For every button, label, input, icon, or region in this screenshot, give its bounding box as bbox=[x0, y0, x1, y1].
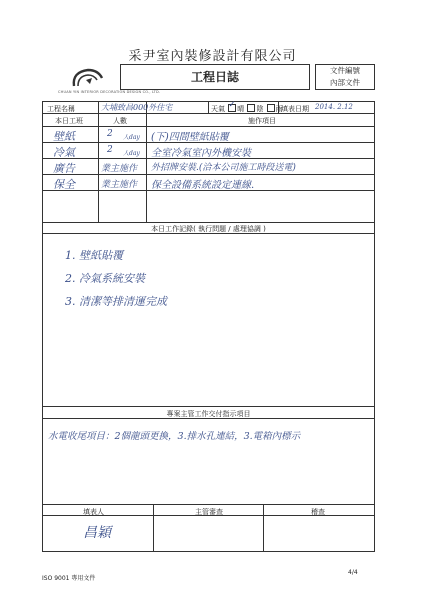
fill-date-label: 填表日期 bbox=[281, 105, 309, 113]
row4-count: 業主施作 bbox=[101, 180, 138, 190]
weather-sunny-label: 晴 bbox=[237, 105, 245, 113]
row2-unit: 人day bbox=[123, 150, 140, 157]
filler-label: 填表人 bbox=[83, 508, 104, 516]
page-number: 4/4 bbox=[348, 569, 358, 576]
row2-item: 全室冷氣室內外機安裝 bbox=[151, 148, 251, 159]
review-label: 主管審查 bbox=[195, 508, 223, 516]
row3-count: 業主施作 bbox=[101, 164, 138, 174]
row4-item: 保全設備系統設定連線. bbox=[151, 180, 255, 191]
doc-number-box bbox=[315, 64, 375, 90]
weather-cloudy-label: 陰 bbox=[256, 105, 264, 113]
row1-trade: 壁紙 bbox=[53, 130, 75, 143]
row3-item: 外招牌安裝.(洽本公司施工時段送電) bbox=[151, 163, 296, 173]
form-title: 工程日誌 bbox=[120, 64, 310, 90]
row1-unit: 人day bbox=[123, 134, 140, 141]
doc-number-label: 文件編號 bbox=[330, 66, 360, 75]
row4-trade: 保全 bbox=[53, 178, 75, 191]
row1-count: 2 bbox=[107, 129, 113, 139]
fill-date-value: 2014. 2.12 bbox=[315, 103, 353, 111]
project-name-label: 工程名稱 bbox=[47, 105, 75, 113]
row1-item: (下)四間壁紙貼覆 bbox=[151, 132, 229, 143]
weather-rain-checkbox[interactable] bbox=[267, 104, 275, 112]
weather-label: 天氣 bbox=[211, 105, 225, 113]
check-label: 稽查 bbox=[311, 508, 325, 516]
row2-count: 2 bbox=[107, 145, 113, 155]
logo-caption: CHUAN YIN INTERIOR DECORATION DESIGN CO., LTD. bbox=[58, 90, 161, 94]
weather-sunny-checkbox[interactable] bbox=[228, 104, 236, 112]
col-item-header: 施作項目 bbox=[248, 117, 276, 125]
records-title: 本日工作記錄( 執行問題 / 處理協調 ) bbox=[151, 225, 266, 233]
record-item-1: 1. 壁紙貼覆 bbox=[65, 249, 123, 262]
filler-signature: 昌穎 bbox=[83, 525, 111, 541]
weather-rain-label: 雨 bbox=[275, 105, 283, 113]
supervisor-instructions: 水電收尾項目：2個龍頭更換，3.排水孔連結，3.電箱內標示 bbox=[48, 431, 301, 442]
col-count-header: 人數 bbox=[113, 117, 127, 125]
record-item-2: 2. 冷氣系統安裝 bbox=[65, 272, 145, 285]
weather-cloudy-checkbox[interactable] bbox=[247, 104, 255, 112]
weather-field bbox=[211, 104, 283, 114]
log-sheet bbox=[42, 101, 375, 552]
row3-trade: 廣告 bbox=[53, 162, 75, 175]
company-logo-icon bbox=[68, 66, 106, 92]
project-name-value: 大埔致昌000外住宅 bbox=[101, 103, 173, 112]
col-trade-header: 本日工班 bbox=[55, 117, 83, 125]
company-name: 采尹室內裝修設計有限公司 bbox=[128, 49, 297, 64]
iso-footer: ISO 9001 專用文件 bbox=[42, 575, 96, 582]
supervisor-title: 專案主管工作交付指示項目 bbox=[166, 410, 251, 418]
row2-trade: 冷氣 bbox=[53, 146, 75, 159]
doc-number-value: 內部文件 bbox=[330, 78, 360, 87]
record-item-3: 3. 清潔等排清運完成 bbox=[65, 295, 167, 308]
